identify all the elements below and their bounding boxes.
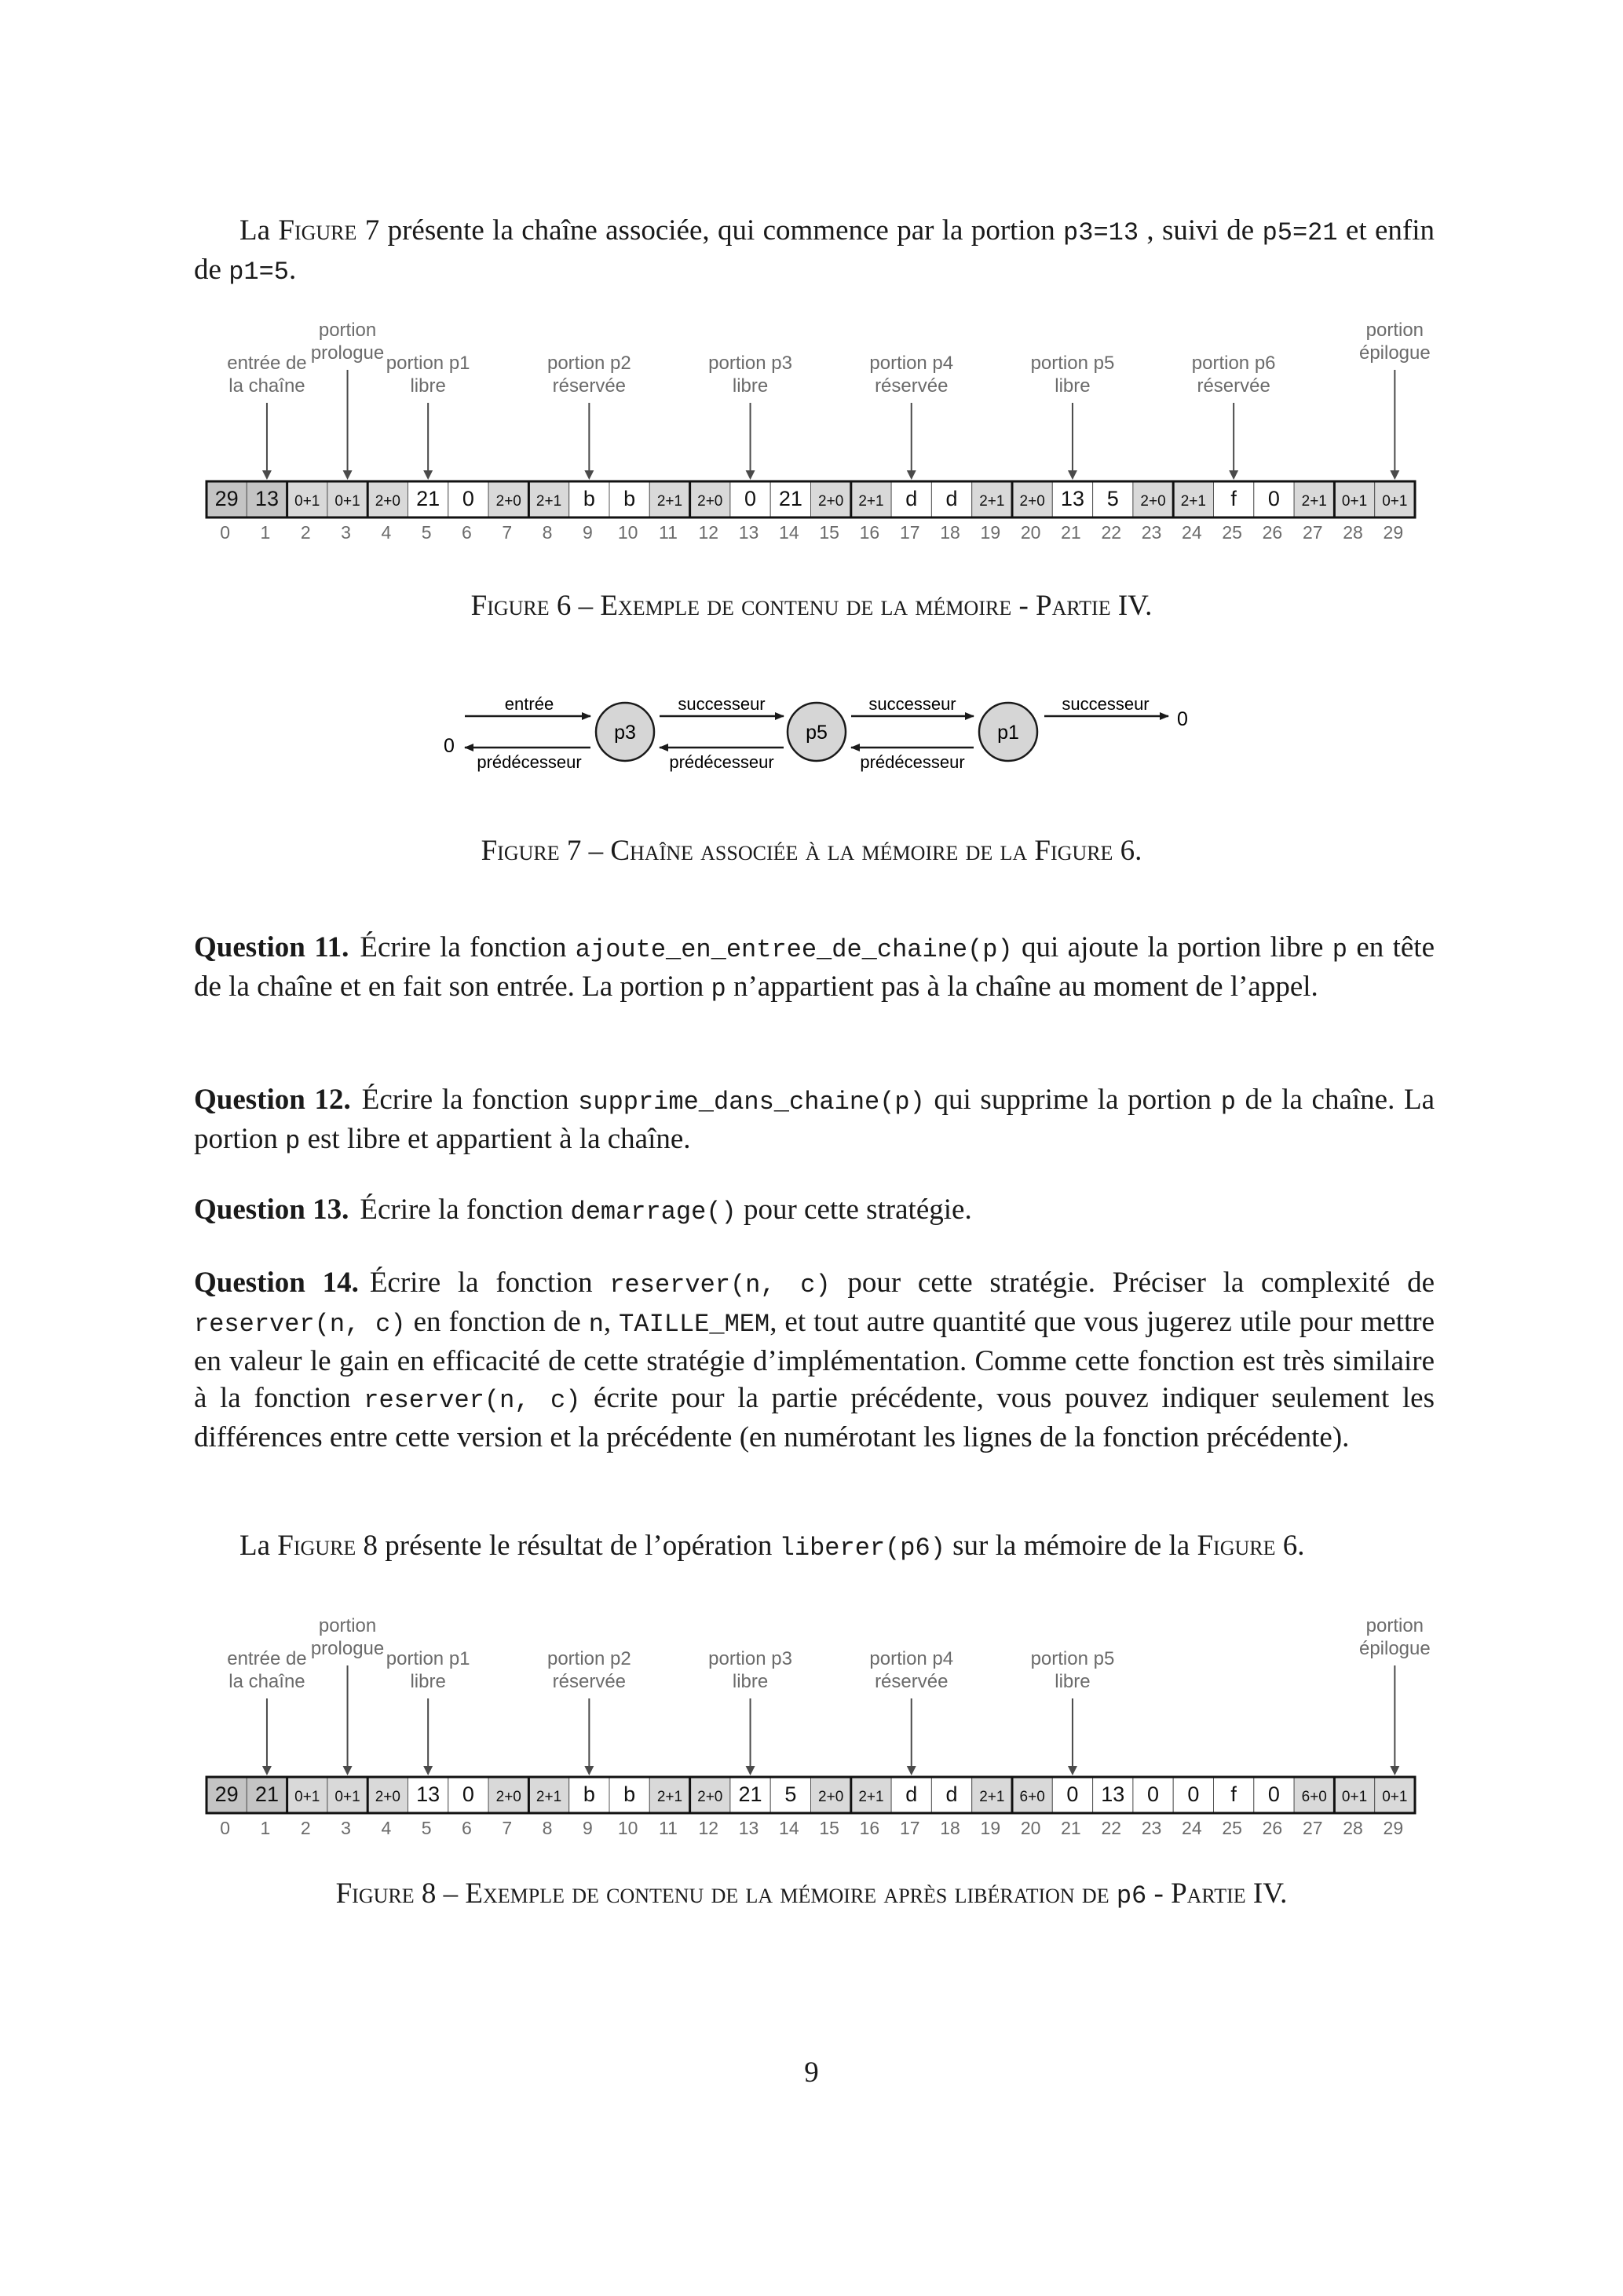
fig8-label-17 — [869, 1648, 953, 1692]
figure-8-intro-paragraph — [194, 1527, 1435, 1567]
fig6-index-27: 27 — [1302, 522, 1323, 543]
figure-8-memory-diagram — [0, 1610, 1623, 1845]
fig6-cell-value-6: 0 — [462, 487, 474, 510]
node-p1-label: p1 — [997, 722, 1019, 744]
figure-7-caption-text: Figure 7 – Chaîne associée à la mémoire de la Figure 6. — [481, 835, 1142, 867]
code-span: p — [711, 974, 726, 1004]
figure-7-ref: Figure 7 — [278, 214, 380, 247]
fig8-arrowhead-29 — [1390, 1766, 1399, 1775]
fig6-label-line: réservée — [875, 375, 949, 397]
fig8-label-line: réservée — [552, 1671, 627, 1692]
text-span: , suivi de — [1139, 214, 1263, 247]
text-span: La — [239, 1530, 278, 1562]
fig8-cell-value-1: 21 — [254, 1782, 279, 1806]
fig6-index-21: 21 — [1061, 522, 1081, 543]
fig8-index-26: 26 — [1262, 1818, 1283, 1838]
text-span: pour cette stratégie. Préciser la complexité de — [830, 1267, 1435, 1299]
fig6-label-9 — [547, 353, 631, 397]
fig6-cell-value-21: 13 — [1060, 487, 1084, 510]
fig8-label-line: portion p3 — [708, 1648, 792, 1669]
fig6-index-8: 8 — [542, 522, 553, 543]
chain-null-left: 0 — [444, 735, 455, 757]
fig6-label-line: épilogue — [1358, 342, 1431, 364]
fig8-arrowhead-13 — [746, 1766, 755, 1775]
chain-null-right: 0 — [1177, 708, 1188, 730]
fig6-cell-value-1: 13 — [254, 487, 279, 510]
fig8-index-3: 3 — [341, 1818, 351, 1838]
question-label: Question 12. — [194, 1084, 351, 1116]
code-span: p — [1332, 935, 1347, 964]
fig6-index-6: 6 — [462, 522, 472, 543]
fig6-arrowhead-29 — [1390, 470, 1399, 480]
fig6-arrowhead-25 — [1229, 470, 1238, 480]
caption-text: - Partie IV. — [1146, 1877, 1288, 1910]
text-span: de la chaîne. La portion — [194, 1084, 1435, 1155]
fig6-label-line: portion — [318, 320, 377, 341]
fig8-arrowhead-17 — [907, 1766, 916, 1775]
text-span: . — [1297, 1530, 1305, 1562]
question-label: Question 11. — [194, 931, 349, 963]
fig8-label-line: la chaîne — [228, 1671, 305, 1692]
fig8-label-line: libre — [732, 1671, 769, 1692]
caption-text: Figure 8 – Exemple de contenu de la mémoire après libération de — [335, 1877, 1117, 1910]
fig6-cell-value-14: 21 — [778, 487, 802, 510]
fig8-index-29: 29 — [1383, 1818, 1404, 1838]
fig8-index-4: 4 — [381, 1818, 392, 1838]
fig6-cell-value-2: 0+1 — [294, 493, 320, 510]
fig8-index-14: 14 — [779, 1818, 799, 1838]
label-successeur-3: successeur — [1062, 694, 1150, 714]
fig8-cell-value-21: 0 — [1066, 1782, 1079, 1806]
code-span: reserver(n, c) — [364, 1386, 581, 1415]
fig6-index-23: 23 — [1141, 522, 1162, 543]
text-span: présente le résultat de l’opération — [378, 1530, 780, 1562]
fig8-cell-value-2: 0+1 — [294, 1789, 320, 1805]
fig6-label-21 — [1031, 353, 1115, 397]
fig6-label-1 — [227, 353, 306, 397]
fig8-cell-value-28: 0+1 — [1341, 1789, 1368, 1805]
fig6-index-29: 29 — [1383, 522, 1404, 543]
text-span: , — [603, 1306, 620, 1338]
fig8-index-5: 5 — [421, 1818, 432, 1838]
text-span: qui ajoute la portion libre — [1012, 931, 1332, 963]
fig6-index-7: 7 — [502, 522, 513, 543]
fig6-cell-value-20: 2+0 — [1019, 493, 1045, 510]
fig8-label-line: libre — [410, 1671, 446, 1692]
fig8-cell-value-14: 5 — [784, 1782, 797, 1806]
figure-6-memory-diagram — [0, 314, 1623, 550]
fig8-cell-value-12: 2+0 — [697, 1789, 723, 1805]
fig6-index-17: 17 — [899, 522, 920, 543]
fig6-index-10: 10 — [617, 522, 638, 543]
fig8-cell-value-19: 2+1 — [979, 1789, 1005, 1805]
text-span: Écrire la fonction — [360, 931, 576, 963]
fig6-label-line: réservée — [1197, 375, 1270, 397]
fig6-arrowhead-5 — [423, 470, 433, 480]
fig6-cell-value-17: d — [905, 487, 918, 510]
text-span: , et tout autre quantité que vous jugerez utile pour mettre en valeur le gain en efficacité de cette stratégie d’implémentation. Comme cette fonction est très similaire à la fonction — [194, 1306, 1435, 1414]
figure-8-ref: Figure 8 — [277, 1530, 378, 1562]
code-p1: p1=5 — [228, 258, 289, 287]
text-span: Écrire la fonction — [369, 1267, 610, 1299]
fig8-index-16: 16 — [859, 1818, 880, 1838]
fig6-index-22: 22 — [1101, 522, 1122, 543]
fig8-index-7: 7 — [502, 1818, 513, 1838]
fig6-cell-value-24: 2+1 — [1180, 493, 1206, 510]
fig6-cell-value-4: 2+0 — [375, 493, 400, 510]
fig8-index-0: 0 — [220, 1818, 231, 1838]
fig6-index-12: 12 — [698, 522, 719, 543]
fig8-arrowhead-5 — [423, 1766, 433, 1775]
fig8-index-25: 25 — [1222, 1818, 1242, 1838]
node-p5-label: p5 — [806, 722, 828, 744]
fig6-index-5: 5 — [421, 522, 432, 543]
fig8-arrowhead-21 — [1068, 1766, 1077, 1775]
fig8-cell-value-11: 2+1 — [656, 1789, 683, 1805]
fig6-index-24: 24 — [1182, 522, 1202, 543]
fig8-label-line: portion p1 — [386, 1648, 470, 1669]
fig6-cell-value-5: 21 — [416, 487, 440, 510]
fig8-label-line: portion — [1365, 1615, 1424, 1636]
fig8-index-10: 10 — [617, 1818, 638, 1838]
fig6-cell-value-27: 2+1 — [1301, 493, 1327, 510]
fig6-cell-value-10: b — [623, 487, 636, 510]
fig6-index-15: 15 — [819, 522, 839, 543]
code-span: reserver(n, c) — [194, 1310, 406, 1339]
fig6-arrowhead-21 — [1068, 470, 1077, 480]
fig8-index-22: 22 — [1101, 1818, 1122, 1838]
fig6-arrowhead-13 — [746, 470, 755, 480]
fig8-cell-value-25: f — [1230, 1782, 1237, 1806]
label-predecesseur-3: prédécesseur — [860, 752, 965, 772]
code-span: TAILLE_MEM — [619, 1310, 770, 1339]
text-span: en fonction de — [405, 1306, 589, 1338]
fig6-index-25: 25 — [1222, 522, 1242, 543]
text-span: La — [239, 214, 279, 247]
fig8-index-18: 18 — [940, 1818, 960, 1838]
fig8-label-line: épilogue — [1358, 1638, 1431, 1659]
fig6-cell-value-9: b — [583, 487, 595, 510]
fig6-label-line: portion p3 — [708, 353, 792, 374]
fig6-label-line: portion p1 — [386, 353, 470, 374]
fig8-cell-value-3: 0+1 — [334, 1789, 360, 1805]
fig8-label-line: prologue — [310, 1638, 385, 1659]
code-liberer: liberer(p6) — [779, 1534, 945, 1563]
label-successeur-2: successeur — [868, 694, 956, 714]
fig8-label-line: portion p2 — [546, 1648, 631, 1669]
fig6-cell-value-25: f — [1230, 487, 1237, 510]
node-p3-label: p3 — [614, 722, 636, 744]
question-label: Question 14. — [194, 1267, 359, 1299]
code-span: demarrage() — [570, 1197, 737, 1227]
fig6-label-line: entrée de — [227, 353, 307, 374]
code-p3: p3=13 — [1063, 218, 1139, 247]
figure-8-caption — [0, 1875, 1623, 1914]
fig6-arrowhead-3 — [343, 470, 353, 480]
fig6-label-13 — [708, 353, 792, 397]
fig8-index-24: 24 — [1182, 1818, 1202, 1838]
label-predecesseur-2: prédécesseur — [669, 752, 774, 772]
fig6-label-line: libre — [1055, 375, 1091, 397]
fig6-index-13: 13 — [738, 522, 759, 543]
fig8-label-1 — [227, 1648, 306, 1692]
fig8-cell-value-0: 29 — [214, 1782, 239, 1806]
label-entree: entrée — [504, 694, 554, 714]
fig6-label-line: portion — [1365, 320, 1424, 341]
fig6-cell-value-23: 2+0 — [1140, 493, 1166, 510]
text-span: et enfin de — [194, 214, 1435, 286]
fig6-index-2: 2 — [300, 522, 311, 543]
fig6-index-20: 20 — [1020, 522, 1041, 543]
fig8-label-29 — [1359, 1615, 1431, 1659]
code-span: p — [1220, 1088, 1236, 1117]
fig6-index-0: 0 — [220, 522, 231, 543]
fig8-cell-value-24: 0 — [1187, 1782, 1200, 1806]
code-p5: p5=21 — [1262, 218, 1338, 247]
fig6-index-4: 4 — [381, 522, 392, 543]
fig6-label-line: réservée — [552, 375, 627, 397]
code-span: p — [285, 1127, 301, 1156]
code-span: n — [588, 1310, 604, 1339]
text-span: sur la mémoire de la — [945, 1530, 1197, 1562]
fig8-cell-value-20: 6+0 — [1019, 1789, 1045, 1805]
fig6-index-19: 19 — [980, 522, 1001, 543]
fig6-index-11: 11 — [659, 522, 678, 543]
fig8-cell-value-5: 13 — [416, 1782, 440, 1806]
fig8-index-9: 9 — [582, 1818, 593, 1838]
fig6-label-3 — [311, 320, 384, 364]
question-14 — [194, 1264, 1435, 1456]
question-13 — [194, 1191, 1435, 1230]
label-successeur-1: successeur — [678, 694, 766, 714]
text-span: Écrire la fonction — [360, 1194, 571, 1226]
fig8-index-19: 19 — [980, 1818, 1001, 1838]
fig6-label-line: portion p5 — [1030, 353, 1115, 374]
fig8-index-28: 28 — [1343, 1818, 1363, 1838]
fig8-index-13: 13 — [738, 1818, 759, 1838]
fig8-cell-value-27: 6+0 — [1301, 1789, 1327, 1805]
fig8-cell-value-22: 13 — [1101, 1782, 1125, 1806]
fig6-label-line: libre — [732, 375, 769, 397]
fig6-index-3: 3 — [341, 522, 351, 543]
fig8-label-9 — [547, 1648, 631, 1692]
fig8-index-1: 1 — [260, 1818, 271, 1838]
fig6-cell-value-3: 0+1 — [334, 493, 360, 510]
fig8-cell-value-6: 0 — [462, 1782, 474, 1806]
fig8-cell-value-18: d — [945, 1782, 958, 1806]
fig8-cell-value-23: 0 — [1147, 1782, 1160, 1806]
fig8-cell-value-4: 2+0 — [375, 1789, 400, 1805]
fig8-index-8: 8 — [542, 1818, 553, 1838]
fig6-cell-value-26: 0 — [1267, 487, 1280, 510]
label-predecesseur-1: prédécesseur — [477, 752, 582, 772]
fig6-label-line: libre — [410, 375, 446, 397]
fig6-label-line: portion p4 — [869, 353, 954, 374]
fig8-index-2: 2 — [300, 1818, 311, 1838]
fig8-cell-value-7: 2+0 — [495, 1789, 521, 1805]
fig8-cell-value-9: b — [583, 1782, 595, 1806]
fig6-label-line: portion p6 — [1191, 353, 1276, 374]
fig6-arrowhead-1 — [262, 470, 272, 480]
fig8-index-6: 6 — [462, 1818, 472, 1838]
fig6-label-line: prologue — [310, 342, 385, 364]
fig6-cell-value-13: 0 — [744, 487, 757, 510]
fig8-index-23: 23 — [1141, 1818, 1162, 1838]
fig6-label-line: portion p2 — [546, 353, 631, 374]
fig8-arrowhead-9 — [584, 1766, 594, 1775]
fig8-label-line: réservée — [875, 1671, 949, 1692]
fig8-index-27: 27 — [1302, 1818, 1323, 1838]
fig6-arrowhead-9 — [584, 470, 594, 480]
fig8-cell-value-15: 2+0 — [818, 1789, 844, 1805]
fig6-cell-value-12: 2+0 — [697, 493, 723, 510]
fig8-index-15: 15 — [819, 1818, 839, 1838]
fig8-index-11: 11 — [659, 1818, 678, 1838]
fig6-cell-value-8: 2+1 — [536, 493, 562, 510]
fig8-label-3 — [311, 1615, 384, 1659]
question-11 — [194, 929, 1435, 1007]
question-12 — [194, 1081, 1435, 1160]
fig6-label-25 — [1192, 353, 1276, 397]
fig6-cell-value-11: 2+1 — [656, 493, 683, 510]
fig6-cell-value-7: 2+0 — [495, 493, 521, 510]
code-span: supprime_dans_chaine(p) — [578, 1088, 925, 1117]
fig8-cell-value-13: 21 — [738, 1782, 762, 1806]
fig8-cell-value-29: 0+1 — [1382, 1789, 1408, 1805]
fig8-label-line: libre — [1055, 1671, 1091, 1692]
fig6-cell-value-29: 0+1 — [1382, 493, 1408, 510]
fig6-index-26: 26 — [1262, 522, 1283, 543]
text-span: écrite pour la partie précédente, vous pouvez indiquer seulement les différences entre cette version et la précédente (en numérotant les lignes de la fonction précédente). — [194, 1382, 1435, 1453]
fig8-cell-value-8: 2+1 — [536, 1789, 562, 1805]
fig6-label-29 — [1359, 320, 1431, 364]
fig6-cell-value-15: 2+0 — [818, 493, 844, 510]
intro-paragraph — [194, 212, 1435, 291]
fig6-index-16: 16 — [859, 522, 880, 543]
fig6-cell-value-0: 29 — [214, 487, 239, 510]
code-span: reserver(n, c) — [609, 1270, 831, 1300]
fig8-label-13 — [708, 1648, 792, 1692]
text-span: est libre et appartient à la chaîne. — [300, 1123, 691, 1155]
text-span: n’appartient pas à la chaîne au moment de l’appel. — [726, 971, 1318, 1003]
fig8-index-17: 17 — [899, 1818, 920, 1838]
fig8-label-line: portion p4 — [869, 1648, 954, 1669]
figure-7-chain-diagram — [0, 691, 1623, 777]
fig8-cell-value-17: d — [905, 1782, 918, 1806]
text-span: Écrire la fonction — [361, 1084, 579, 1116]
fig8-cell-value-26: 0 — [1267, 1782, 1280, 1806]
fig6-cell-value-28: 0+1 — [1341, 493, 1368, 510]
fig6-index-28: 28 — [1343, 522, 1363, 543]
figure-6-ref: Figure 6 — [1197, 1530, 1298, 1562]
fig8-arrowhead-3 — [343, 1766, 353, 1775]
fig6-cell-value-22: 5 — [1106, 487, 1119, 510]
fig6-index-9: 9 — [582, 522, 593, 543]
question-label: Question 13. — [194, 1194, 349, 1226]
fig8-label-line: portion p5 — [1030, 1648, 1115, 1669]
fig8-label-line: portion — [318, 1615, 377, 1636]
fig6-index-1: 1 — [260, 522, 271, 543]
fig8-label-5 — [386, 1648, 470, 1692]
fig6-cell-value-18: d — [945, 487, 958, 510]
page-number: 9 — [804, 2057, 819, 2089]
fig8-arrowhead-1 — [262, 1766, 272, 1775]
fig6-cell-value-16: 2+1 — [858, 493, 884, 510]
fig6-arrowhead-17 — [907, 470, 916, 480]
fig8-label-21 — [1031, 1648, 1115, 1692]
text-span: pour cette stratégie. — [736, 1194, 972, 1226]
text-span: présente la chaîne associée, qui commence par la portion — [379, 214, 1064, 247]
code-span: ajoute_en_entree_de_chaine(p) — [575, 935, 1013, 964]
fig8-index-12: 12 — [698, 1818, 719, 1838]
fig6-label-17 — [869, 353, 953, 397]
figure-6-caption: Figure 6 – Exemple de contenu de la mémoire - Partie IV. — [470, 590, 1153, 622]
fig8-index-21: 21 — [1061, 1818, 1081, 1838]
fig8-index-20: 20 — [1020, 1818, 1041, 1838]
text-span: qui supprime la portion — [924, 1084, 1221, 1116]
fig6-label-5 — [386, 353, 470, 397]
text-span: . — [289, 254, 297, 286]
fig6-label-line: la chaîne — [228, 375, 305, 397]
fig8-cell-value-10: b — [623, 1782, 636, 1806]
caption-code: p6 — [1116, 1881, 1147, 1910]
figure-7-caption — [0, 832, 1623, 869]
fig8-label-line: entrée de — [227, 1648, 307, 1669]
fig6-cell-value-19: 2+1 — [979, 493, 1005, 510]
fig8-cell-value-16: 2+1 — [858, 1789, 884, 1805]
fig6-index-14: 14 — [779, 522, 799, 543]
text-span: en tête de la chaîne et en fait son entrée. La portion — [194, 931, 1435, 1003]
fig6-index-18: 18 — [940, 522, 960, 543]
